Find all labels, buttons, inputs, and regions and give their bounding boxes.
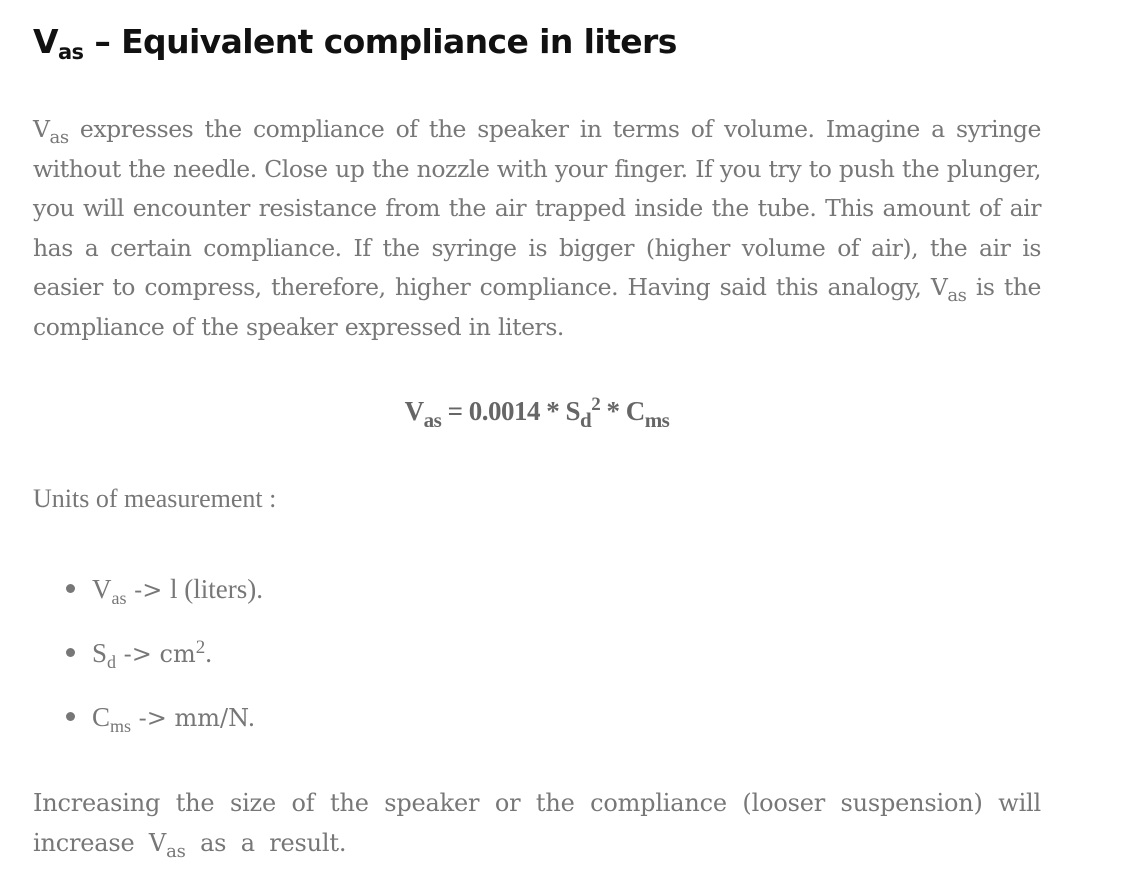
formula-c-subscript: ms: [644, 408, 670, 432]
formula-c: C: [625, 396, 645, 426]
vas-formula: [33, 394, 1041, 432]
closing-text-part1: Increasing the size of the speaker or the compliance (looser suspension) will increase: [33, 789, 1041, 857]
closing-paragraph: [33, 784, 1041, 863]
units-label: Units of measurement :: [33, 484, 277, 513]
formula-s-superscript: 2: [591, 394, 601, 415]
unit-symbol: S: [92, 638, 108, 668]
unit-symbol-subscript: ms: [110, 716, 132, 736]
unit-tail: .: [205, 638, 212, 668]
formula-s-subscript: d: [580, 408, 592, 432]
unit-superscript: 2: [195, 637, 206, 658]
list-item: [66, 570, 263, 634]
unit-arrow: ->: [126, 576, 170, 604]
unit-symbol: V: [92, 574, 112, 604]
intro-symbol-2: V: [930, 273, 948, 302]
intro-text-part2: is the compliance of the speaker expressed in liters.: [33, 273, 1042, 341]
formula-lhs-subscript: as: [423, 408, 442, 432]
intro-text-part1: expresses the compliance of the speaker in terms of volume. Imagine a syringe without the needle. Close up the nozzle with your finger. If you try to push the plunger, you will encounter resistance from the air trapped inside the tube. This amount of air has a certain compliance. If the syringe is bigger (higher volume of air), the air is easier to compress, therefore, higher compliance. Having said this analogy,: [33, 115, 1041, 302]
formula-multiply: *: [600, 396, 626, 426]
section-heading: [33, 22, 677, 64]
formula-s: S: [565, 396, 580, 426]
unit-arrow: ->: [131, 704, 175, 732]
formula-lhs: V: [404, 396, 424, 426]
list-item: [66, 634, 263, 698]
intro-paragraph: [33, 110, 1041, 348]
intro-symbol-subscript: as: [49, 127, 69, 148]
closing-symbol: V: [148, 828, 167, 857]
unit-arrow: ->: [116, 640, 160, 668]
heading-symbol-subscript: as: [57, 40, 84, 64]
intro-symbol-2-subscript: as: [947, 285, 967, 307]
heading-symbol: V: [33, 22, 58, 61]
closing-text-part2: as a result.: [185, 828, 347, 857]
unit-symbol-subscript: d: [107, 652, 117, 672]
bullet-icon: [66, 648, 75, 657]
unit-value: l (liters).: [169, 574, 263, 604]
units-list: [66, 570, 263, 762]
heading-title-text: – Equivalent compliance in liters: [83, 22, 677, 61]
unit-symbol-subscript: as: [111, 588, 127, 608]
bullet-icon: [66, 712, 75, 721]
unit-symbol: C: [92, 702, 111, 732]
intro-symbol: V: [33, 115, 50, 143]
closing-symbol-subscript: as: [166, 840, 186, 862]
bullet-icon: [66, 584, 75, 593]
formula-equals: = 0.0014 *: [441, 396, 566, 426]
unit-value: cm: [159, 640, 196, 668]
list-item: [66, 698, 263, 762]
unit-value: mm/N.: [174, 704, 256, 732]
